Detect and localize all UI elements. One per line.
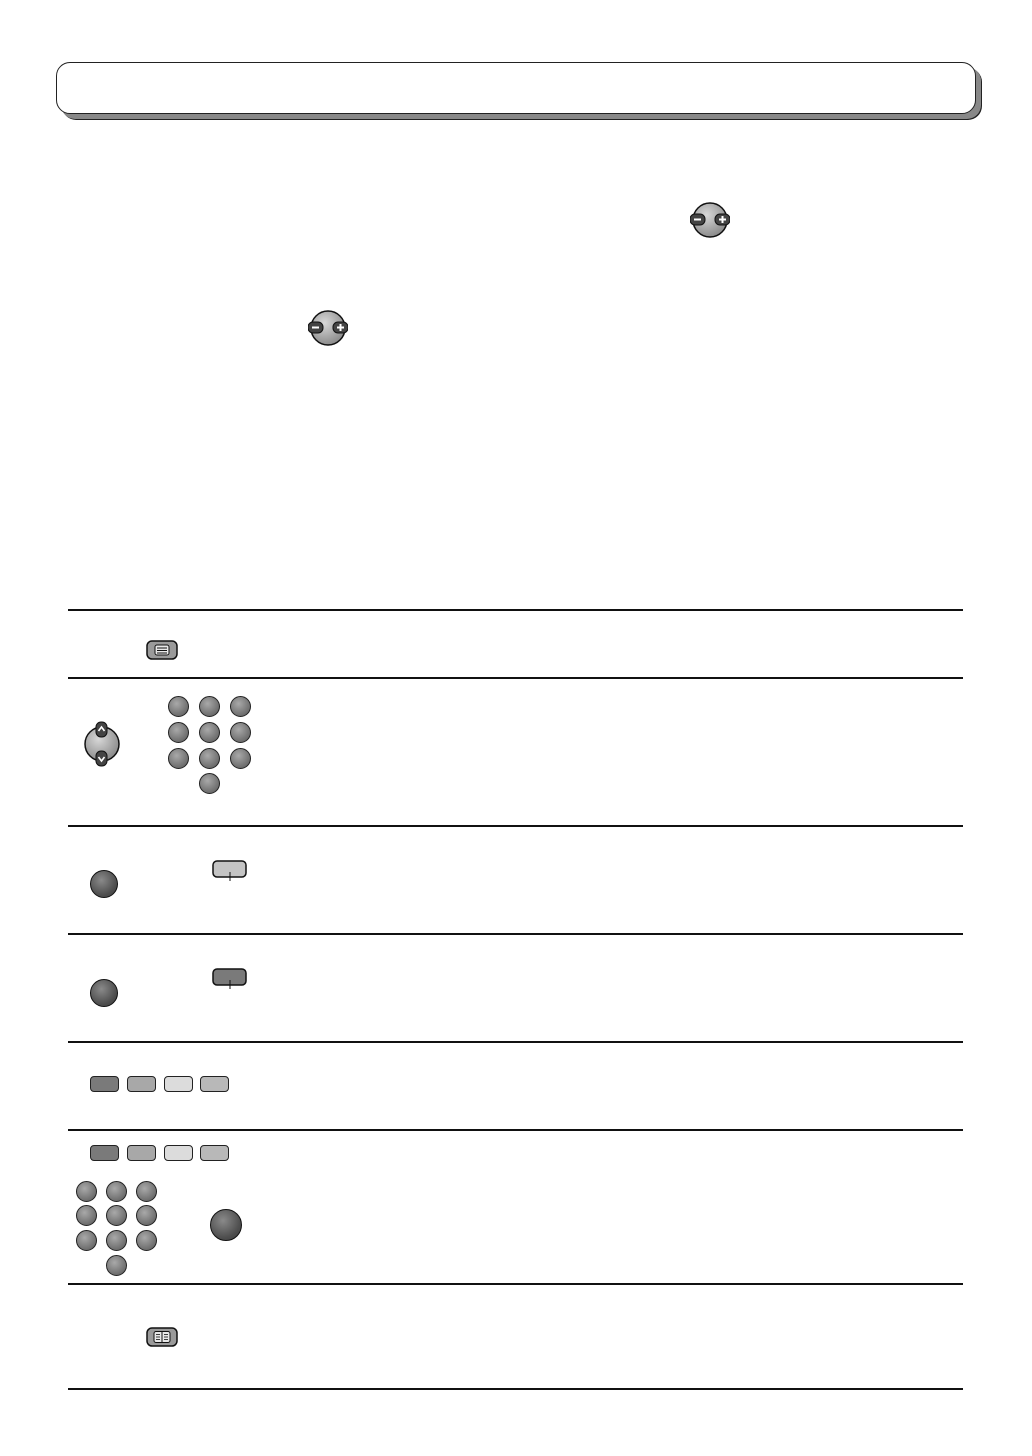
key — [230, 748, 251, 769]
numeric-keypad-icon — [76, 1181, 166, 1277]
red-key-icon — [90, 1076, 119, 1092]
key — [76, 1181, 97, 1202]
round-button-icon — [90, 870, 118, 898]
programme-up-down-icon — [82, 720, 122, 768]
teletext-icon — [146, 640, 178, 660]
picture-text-icon — [146, 1327, 178, 1347]
green-key-icon — [127, 1076, 156, 1092]
key — [199, 696, 220, 717]
page-title-frame — [56, 62, 976, 114]
key — [199, 773, 220, 794]
key — [168, 696, 189, 717]
light-key-icon — [212, 860, 248, 882]
key — [199, 722, 220, 743]
key — [136, 1181, 157, 1202]
key — [106, 1255, 127, 1276]
key — [168, 748, 189, 769]
red-key-icon — [90, 1145, 119, 1161]
table-rule — [68, 1129, 963, 1131]
key — [199, 748, 220, 769]
numeric-keypad-icon — [168, 696, 258, 792]
table-rule — [68, 933, 963, 935]
volume-rocker-icon — [308, 308, 348, 348]
volume-rocker-icon — [690, 200, 730, 240]
key — [136, 1205, 157, 1226]
round-button-icon — [210, 1209, 242, 1241]
key — [230, 696, 251, 717]
table-rule — [68, 1283, 963, 1285]
key — [168, 722, 189, 743]
key — [106, 1205, 127, 1226]
key — [76, 1230, 97, 1251]
yellow-key-icon — [164, 1145, 193, 1161]
key — [106, 1230, 127, 1251]
key — [76, 1205, 97, 1226]
blue-key-icon — [200, 1076, 229, 1092]
key — [230, 722, 251, 743]
table-rule — [68, 609, 963, 611]
key — [106, 1181, 127, 1202]
blue-key-icon — [200, 1145, 229, 1161]
table-rule — [68, 1041, 963, 1043]
fastext-keys-icon — [90, 1145, 235, 1165]
table-rule — [68, 1388, 963, 1390]
dark-key-icon — [212, 968, 248, 990]
round-button-icon — [90, 979, 118, 1007]
table-rule — [68, 677, 963, 679]
yellow-key-icon — [164, 1076, 193, 1092]
key — [136, 1230, 157, 1251]
green-key-icon — [127, 1145, 156, 1161]
table-rule — [68, 825, 963, 827]
fastext-keys-icon — [90, 1076, 235, 1096]
